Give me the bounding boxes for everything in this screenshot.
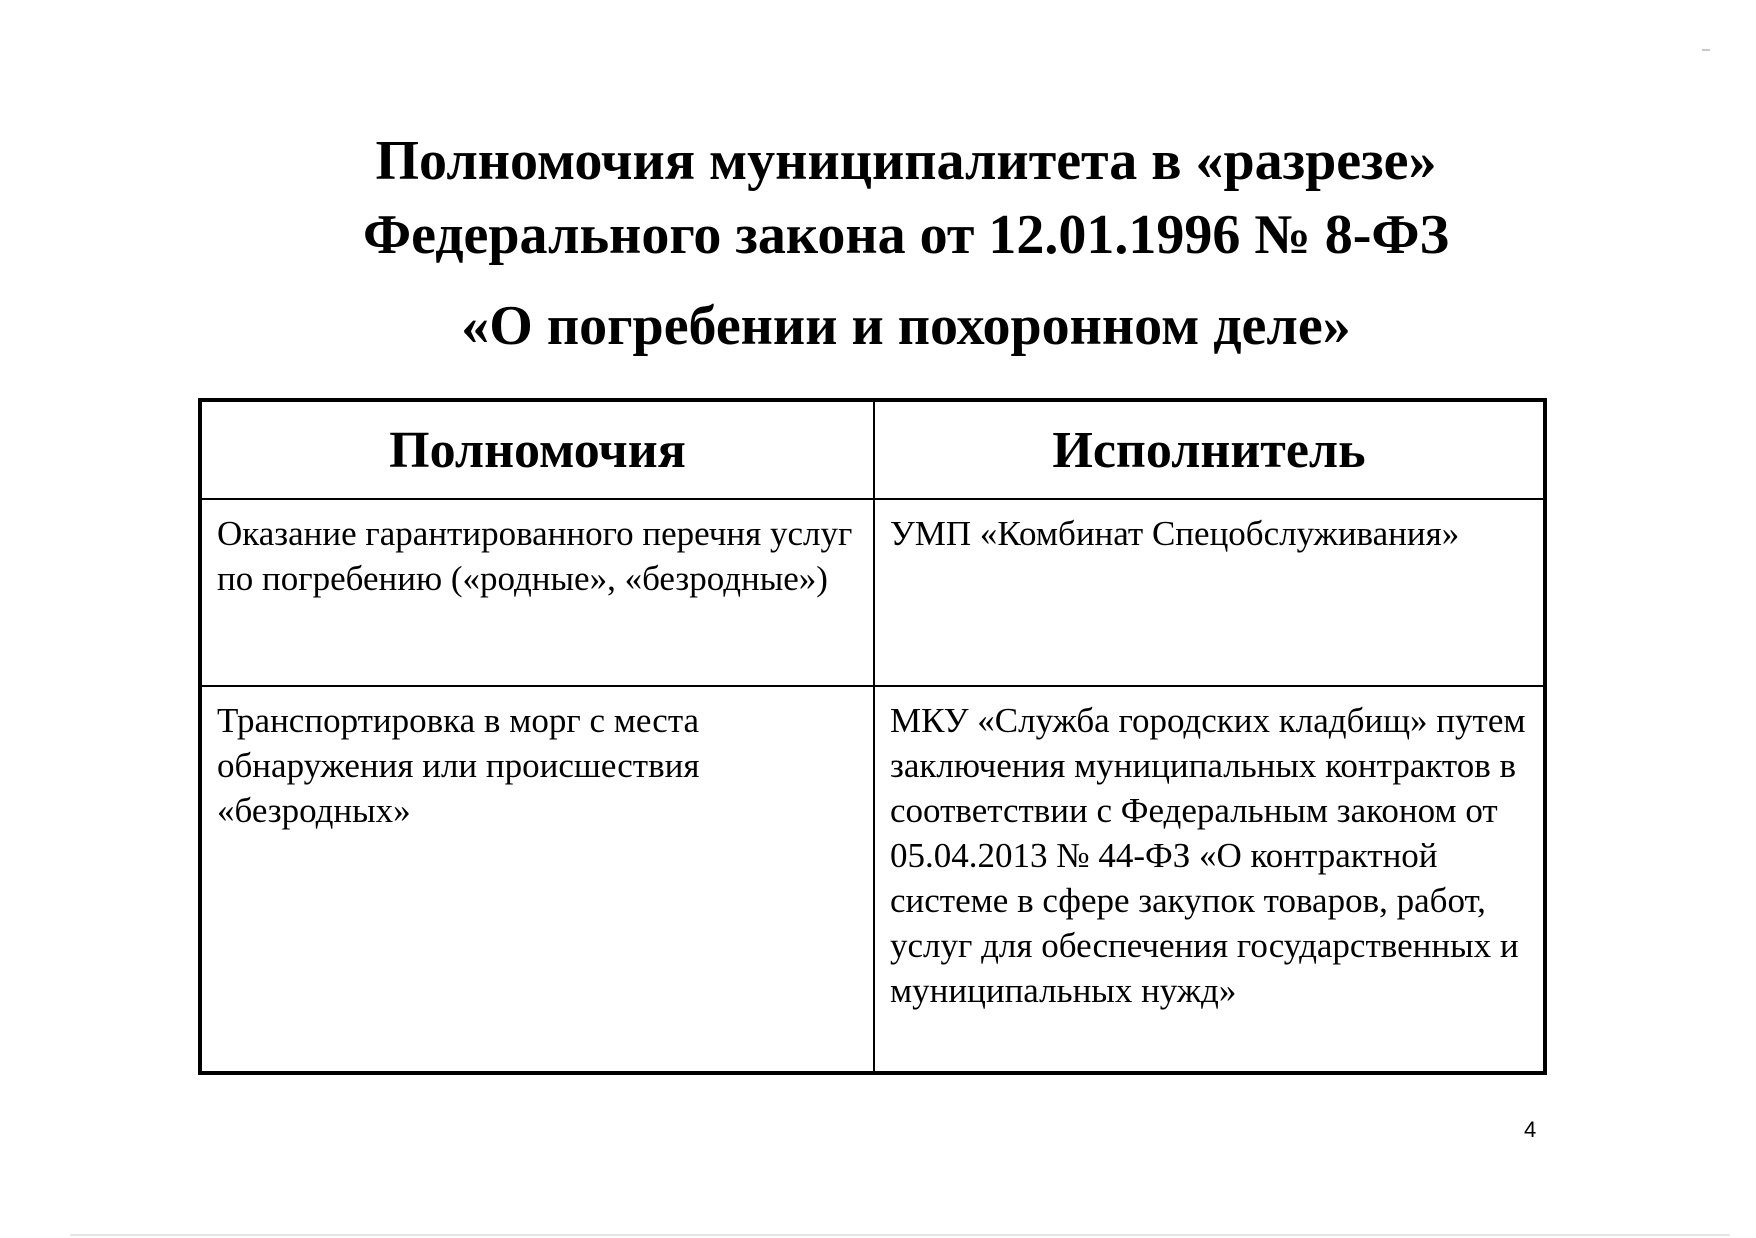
header-executor: Исполнитель (874, 400, 1545, 499)
title-line-1: Полномочия муниципалитета в «разрезе» (375, 130, 1437, 192)
cell-executor: УМП «Комбинат Спецобслуживания» (874, 499, 1545, 686)
scan-edge-line (70, 1234, 1730, 1236)
cell-power: Транспортировка в морг с места обнаружения или происшествия «безродных» (200, 686, 874, 1073)
cell-executor: МКУ «Служба городских кладбищ» путем заключения муниципальных контрактов в соответствии с Федеральным законом от 05.04.2013 № 44-ФЗ «О контрактной системе в сфере закупок товаров, работ, услуг для обеспечения государственных и муниципальных нужд» (874, 686, 1545, 1073)
table-row (200, 686, 1545, 1073)
cell-power: Оказание гарантированного перечня услуг по погребению («родные», «безродные») (200, 499, 874, 686)
page-number: 4 (1524, 1117, 1537, 1142)
header-powers: Полномочия (200, 400, 874, 499)
table-row (200, 499, 1545, 686)
powers-table (198, 398, 1547, 1075)
title-line-2: Федерального закона от 12.01.1996 № 8-ФЗ (362, 204, 1449, 266)
document-subtitle: «О погребении и похоронном деле» (461, 295, 1351, 357)
table-header-row (200, 400, 1545, 499)
document-title (0, 124, 1756, 272)
scan-speck (1702, 49, 1710, 51)
